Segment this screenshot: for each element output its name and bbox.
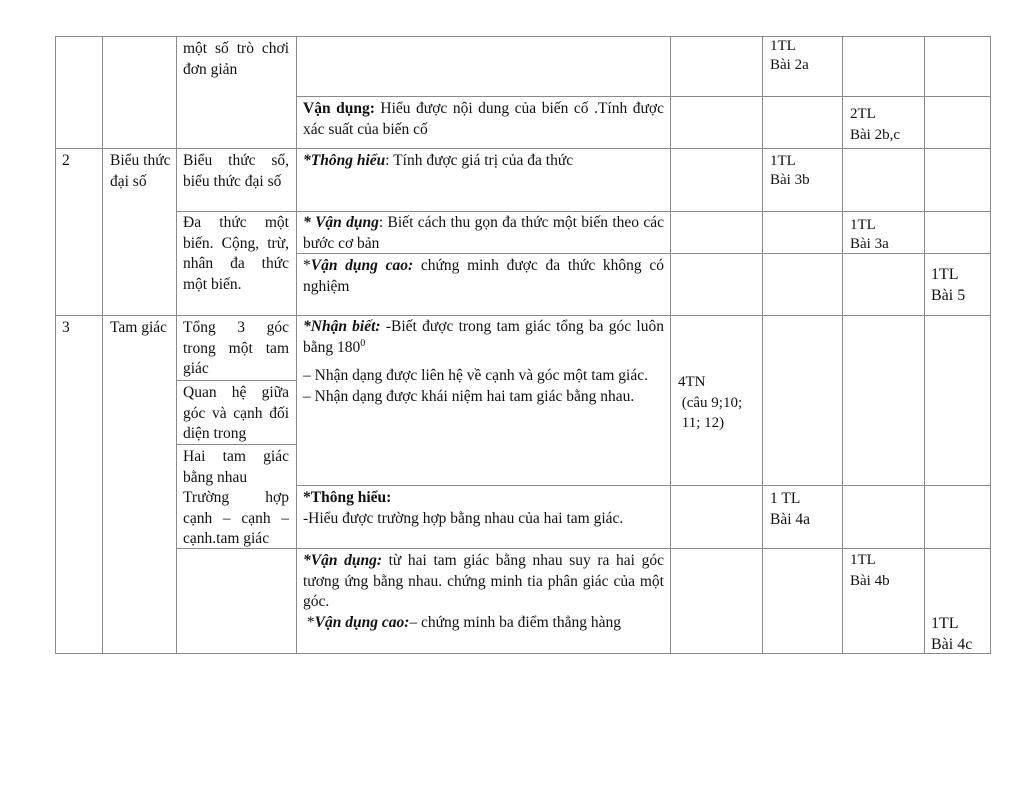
row-divider	[176, 380, 296, 381]
question-count: 1TL	[931, 615, 959, 632]
description-cell	[303, 551, 664, 633]
level-cell-thong-hieu	[770, 152, 838, 190]
row-divider	[176, 211, 990, 212]
level-cell-thong-hieu	[770, 489, 838, 530]
question-count: 1 TL	[770, 490, 801, 507]
description-cell	[303, 99, 664, 140]
description-text: : Biết cách thu gọn đa thức một biến theo các bước cơ bản	[303, 214, 664, 252]
description-cell	[303, 488, 664, 529]
description-text: chứng minh được đa thức không có nghiệm	[303, 257, 664, 295]
chapter-name: Biểu thức đại số	[110, 152, 171, 190]
question-count: 2TL	[850, 106, 876, 122]
level-cell-van-dung-cao	[931, 614, 987, 655]
description-line: – Nhận dạng được liên hệ về cạnh và góc một tam giác.	[303, 367, 648, 384]
description-text: – chứng minh ba điểm thẳng hàng	[409, 613, 621, 631]
row-divider	[296, 96, 990, 97]
level-label-prefix: *	[303, 257, 311, 274]
question-count: 1TL	[931, 266, 959, 283]
column-divider	[296, 36, 297, 654]
column-divider	[102, 36, 103, 654]
level-label-prefix: *	[303, 613, 315, 631]
topic-cell: Đa thức một biến. Cộng, trừ, nhân đa thức một biến.	[183, 214, 289, 293]
level-cell-van-dung	[850, 550, 920, 591]
topic-cell: Hai tam giác bằng nhau	[183, 448, 289, 486]
description-cell	[303, 213, 664, 254]
level-label: Vận dụng cao:	[314, 613, 410, 631]
topic-cell	[183, 39, 289, 80]
level-cell-van-dung	[850, 216, 920, 254]
description-text: từ hai tam giác bằng nhau suy ra hai góc tương ứng bằng nhau. chứng minh tia phân giác của một góc.	[303, 552, 664, 610]
row-number: 2	[62, 152, 70, 169]
row-number: 3	[62, 319, 70, 336]
level-label: *Thông hiểu	[303, 152, 386, 169]
topic-cell: Quan hệ giữa góc và cạnh đối diện trong	[183, 384, 289, 442]
question-ref: 11; 12)	[678, 415, 725, 431]
level-cell-thong-hieu	[770, 37, 838, 75]
question-ref: Bài 5	[931, 286, 966, 304]
level-label: *Vận dụng:	[303, 552, 382, 569]
description-text: -Hiểu được trường hợp bằng nhau của hai tam giác.	[303, 509, 624, 527]
question-ref: Bài 3a	[850, 236, 889, 252]
table-border-bottom	[55, 653, 990, 654]
level-cell-van-dung-cao	[931, 265, 987, 306]
topic-cell: Trường hợp cạnh – cạnh – cạnh.tam giác	[183, 489, 289, 547]
description-cell	[303, 316, 664, 407]
level-label: Vận dụng cao:	[310, 257, 414, 274]
question-ref: Bài 2a	[770, 57, 809, 73]
description-text: Hiểu được nội dung của biến cố .Tính được xác suất của biến cố	[303, 100, 664, 138]
level-label: *Nhận biết:	[303, 318, 381, 335]
row-divider	[176, 548, 990, 549]
question-ref: Bài 4c	[931, 635, 973, 653]
column-divider	[762, 36, 763, 654]
column-divider	[924, 36, 925, 654]
topic-cell: Tổng 3 góc trong một tam giác	[183, 319, 289, 377]
level-cell-van-dung	[850, 104, 920, 145]
description-text: : Tính được giá trị của đa thức	[385, 152, 574, 169]
question-ref: Bài 4a	[770, 510, 811, 528]
level-cell-nhan-biet	[678, 372, 760, 434]
question-ref: (câu 9;10;	[678, 394, 743, 411]
topic-cell: Biểu thức số, biểu thức đại số	[183, 152, 289, 190]
column-divider	[670, 36, 671, 654]
question-count: 4TN	[678, 374, 706, 390]
level-label: * Vận dụng	[303, 214, 379, 231]
question-ref: Bài 2b,c	[850, 126, 900, 143]
description-line: – Nhận dạng được khái niệm hai tam giác bằng nhau.	[303, 387, 635, 405]
level-label: *Thông hiểu:	[303, 489, 392, 506]
question-count: 1TL	[770, 38, 796, 54]
question-ref: Bài 4b	[850, 572, 890, 589]
description-cell	[303, 151, 664, 172]
question-ref: Bài 3b	[770, 172, 810, 188]
question-count: 1TL	[850, 552, 876, 568]
table-border-right	[990, 36, 991, 654]
question-count: 1TL	[850, 217, 876, 233]
description-text: -Biết được trong tam giác tổng ba góc luôn bằng 180	[303, 318, 664, 356]
row-divider	[55, 148, 990, 149]
chapter-name: Tam giác	[110, 319, 168, 336]
topic-text: một số trò chơi đơn giản	[183, 40, 289, 78]
degree-superscript: 0	[360, 338, 366, 349]
table-border-left	[55, 36, 56, 654]
question-count: 1TL	[770, 153, 796, 169]
column-divider	[842, 36, 843, 654]
description-cell	[303, 256, 664, 297]
column-divider	[176, 36, 177, 654]
table-border-top	[55, 36, 990, 37]
level-label: Vận dụng:	[303, 100, 375, 117]
row-divider	[296, 485, 990, 486]
